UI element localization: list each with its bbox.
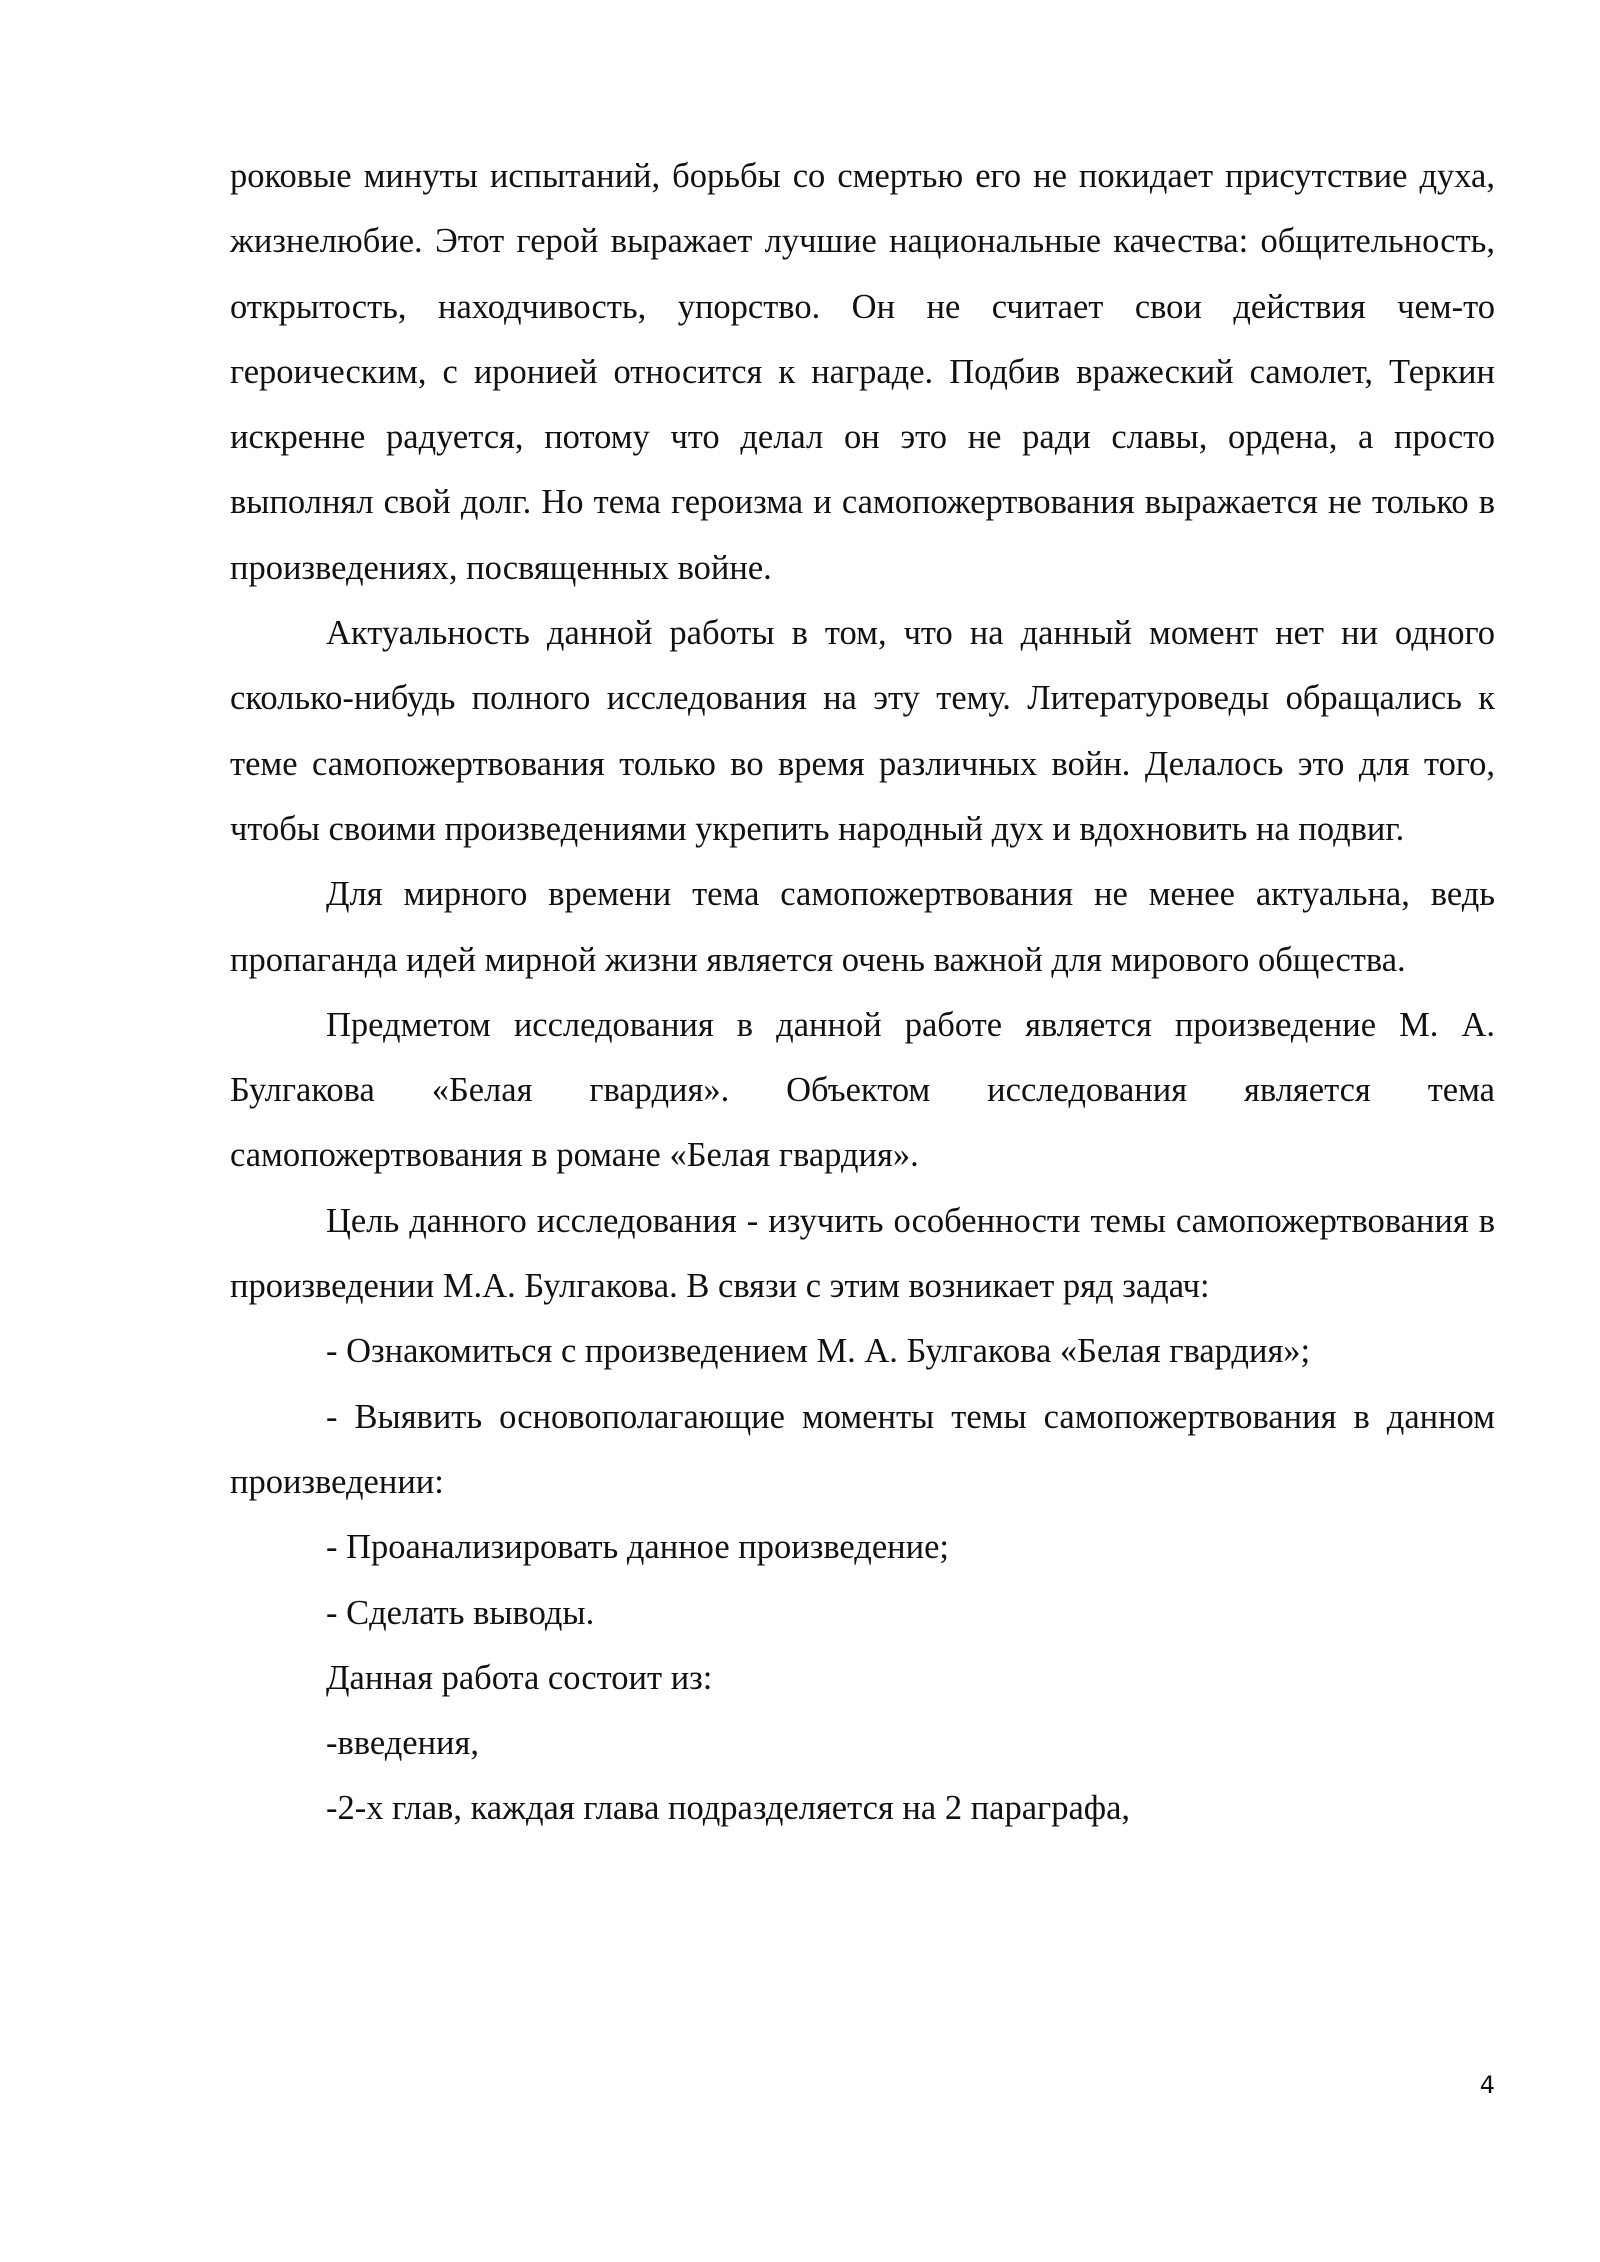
body-text (230, 144, 1495, 1842)
paragraph-continuation: роковые минуты испытаний, борьбы со смертью его не покидает присутствие духа, жизнелюбие. Этот герой выражает лучшие национальные качества: общительность, открытость, находчивость, упорство. Он не считает свои действия чем-то героическим, с иронией относится к награде. Подбив вражеский самолет, Теркин искренне радуется, потому что делал он это не ради славы, ордена, а просто выполнял свой долг. Но тема героизма и самопожертвования выражается не только в произведениях, посвященных войне. (230, 157, 1495, 587)
task-item: - Ознакомиться с произведением М. А. Булгакова «Белая гвардия»; (326, 1332, 1311, 1371)
paragraph-subject-object: Предметом исследования в данной работе является произведение М. А. Булгакова «Белая гвардия». Объектом исследования является тема самопожертвования в романе «Белая гвардия». (230, 1005, 1495, 1175)
paragraph-goal: Цель данного исследования - изучить особенности темы самопожертвования в произведении М.А. Булгакова. В связи с этим возникает ряд задач: (230, 1201, 1495, 1306)
structure-item: -введения, (326, 1724, 480, 1763)
task-item: - Проанализировать данное произведение; (326, 1528, 949, 1567)
task-item: - Сделать выводы. (326, 1593, 595, 1632)
structure-intro: Данная работа состоит из: (326, 1658, 713, 1697)
page-number: 4 (1479, 2071, 1495, 2099)
task-item: - Выявить основополагающие моменты темы самопожертвования в данном произведении: (230, 1397, 1495, 1501)
paragraph-peacetime: Для мирного времени тема самопожертвования не менее актуальна, ведь пропаганда идей мирной жизни является очень важной для мирового общества. (230, 875, 1495, 979)
paragraph-relevance: Актуальность данной работы в том, что на данный момент нет ни одного сколько-нибудь полного исследования на эту тему. Литературоведы обращались к теме самопожертвования только во время различных войн. Делалось это для того, чтобы своими произведениями укрепить народный дух и вдохновить на подвиг. (230, 614, 1495, 848)
structure-item: -2-х глав, каждая глава подразделяется на 2 параграфа, (326, 1789, 1131, 1828)
